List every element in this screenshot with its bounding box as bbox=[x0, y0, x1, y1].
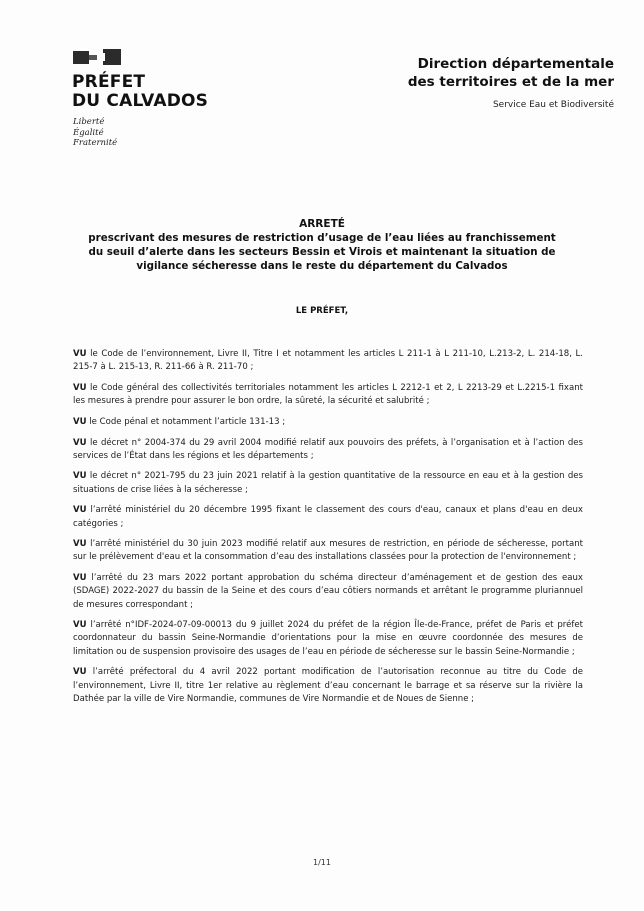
visa-lead: VU bbox=[73, 416, 87, 427]
visa-item bbox=[73, 416, 583, 429]
visa-item bbox=[73, 437, 583, 463]
marianne-logo-icon bbox=[73, 49, 121, 65]
motto-fraternite: Fraternité bbox=[73, 138, 118, 148]
republic-motto bbox=[73, 117, 117, 149]
document-title bbox=[60, 217, 584, 273]
visa-item bbox=[73, 666, 583, 706]
visa-lead: VU bbox=[73, 505, 87, 516]
visa-text: le décret n° 2004-374 du 29 avril 2004 modifié relatif aux pouvoirs des préfets, à l’organisation et à l’action des services de l’État dans les régions et les départements ; bbox=[73, 437, 583, 461]
visa-lead: VU bbox=[73, 667, 87, 678]
page-number: 1/11 bbox=[313, 858, 331, 867]
visa-item bbox=[73, 538, 583, 564]
visa-text: l’arrêté préfectoral du 4 avril 2022 portant modification de l’autorisation reconnue au titre du Code de l’environnement, Livre II, titre 1er relative au règlement d’eau concernant le barrage et sa réserve sur la rivière la Dathée par la ville de Vire Normandie, communes de Vire Normandie et de Noues de Sienne ; bbox=[73, 667, 583, 704]
prefecture-line-1: PRÉFET bbox=[72, 72, 146, 92]
visa-text: le Code pénal et notamment l’article 131-13 ; bbox=[86, 416, 286, 427]
visa-text: le Code général des collectivités territoriales notamment les articles L 2212-1 et 2, L 2213-29 et L.2215-1 fixant les mesures à prendre pour assurer le bon ordre, la sûreté, la sécurité et salubrité ; bbox=[73, 382, 583, 407]
title-subtitle-line-3: vigilance sécheresse dans le reste du département du Calvados bbox=[136, 260, 508, 272]
visa-text: l’arrêté n°IDF-2024-07-09-00013 du 9 juillet 2024 du préfet de la région Île-de-France, préfet de Paris et préfet coordonnateur du bassin Seine-Normandie d’orientations pour la mise en œuvre coordonnée des mesures de limitation ou de suspension provisoire des usages de l’eau en période de sécheresse sur le bassin Seine-Normandie ; bbox=[73, 620, 583, 657]
motto-egalite: Égalité bbox=[73, 127, 104, 138]
visa-lead: VU bbox=[73, 349, 87, 359]
visa-text: l’arrêté ministériel du 20 décembre 1995 fixant le classement des cours d'eau, canaux et plans d'eau en deux catégories ; bbox=[73, 505, 583, 529]
visa-item bbox=[73, 348, 583, 374]
visa-lead: VU bbox=[73, 573, 87, 584]
authority-heading: LE PRÉFET, bbox=[295, 306, 349, 316]
title-heading: ARRETÉ bbox=[299, 218, 345, 230]
visa-item bbox=[73, 382, 583, 408]
prefecture-name bbox=[72, 73, 208, 111]
visa-item bbox=[73, 572, 583, 612]
title-subtitle-line-1: prescrivant des mesures de restriction d’usage de l’eau liées au franchissement bbox=[88, 232, 556, 244]
visas-list bbox=[73, 348, 583, 713]
visa-text: l’arrêté du 23 mars 2022 portant approbation du schéma directeur d’aménagement et de gestion des eaux (SDAGE) 2022-2027 du bassin de la Seine et des cours d’eau côtiers normands et arrêtant le programme pluriannuel de mesures correspondant ; bbox=[73, 573, 583, 610]
visa-lead: VU bbox=[73, 382, 87, 393]
direction-line-2: des territoires et de la mer bbox=[407, 74, 614, 90]
visa-item bbox=[73, 619, 583, 659]
visa-lead: VU bbox=[73, 620, 87, 631]
visa-lead: VU bbox=[73, 539, 87, 550]
motto-liberte: Liberté bbox=[73, 117, 105, 127]
direction-name bbox=[408, 55, 614, 91]
direction-line-1: Direction départementale bbox=[417, 56, 614, 72]
prefecture-line-2: DU CALVADOS bbox=[72, 91, 209, 111]
visa-lead: VU bbox=[73, 471, 87, 482]
visa-item bbox=[73, 504, 583, 530]
visa-item bbox=[73, 470, 583, 496]
visa-text: le décret n° 2021-795 du 23 juin 2021 relatif à la gestion quantitative de la ressource en eau et à la gestion des situations de crise liées à la sécheresse ; bbox=[73, 471, 583, 495]
service-name: Service Eau et Biodiversité bbox=[492, 100, 614, 110]
visa-text: l’arrêté ministériel du 30 juin 2023 modifié relatif aux mesures de restriction, en période de sécheresse, portant sur le prélèvement d'eau et la consommation d’eau des installations classées pour la protection de l'environnement ; bbox=[73, 539, 583, 563]
visa-lead: VU bbox=[73, 437, 87, 448]
visa-text: le Code de l’environnement, Livre II, Titre I et notamment les articles L 211-1 à L 211-10, L.213-2, L. 214-18, L. 215-7 à L. 215-13, R. 211-66 à R. 211-70 ; bbox=[73, 349, 583, 373]
title-subtitle-line-2: du seuil d’alerte dans les secteurs Bessin et Virois et maintenant la situation de bbox=[88, 246, 556, 258]
